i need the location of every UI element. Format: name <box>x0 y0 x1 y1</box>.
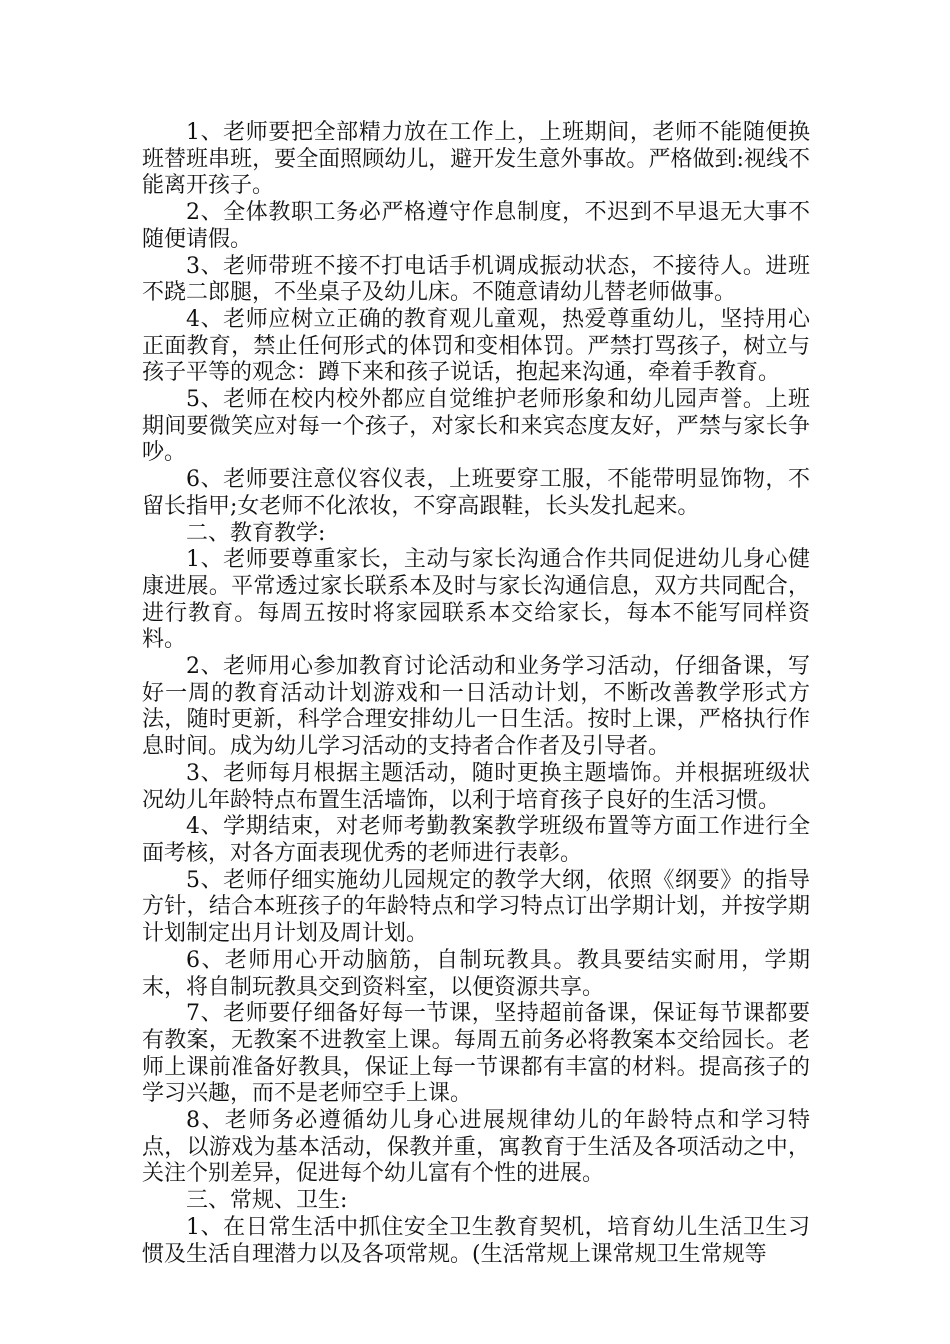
paragraph-teaching-2: 2、老师用心参加教育讨论活动和业务学习活动，仔细备课，写好一周的教育活动计划游戏和一日活动计划，不断改善教学形式方法，随时更新，科学合理安排幼儿一日生活。按时上课，严格执行作息时间。成为幼儿学习活动的支持者合作者及引导者。 <box>142 654 810 760</box>
paragraph-teacher-duty-4: 4、老师应树立正确的教育观儿童观，热爱尊重幼儿，坚持用心正面教育，禁止任何形式的体罚和变相体罚。严禁打骂孩子，树立与孩子平等的观念：蹲下来和孩子说话，抱起来沟通，牵着手教育。 <box>142 306 810 386</box>
paragraph-teaching-8: 8、老师务必遵循幼儿身心进展规律幼儿的年龄特点和学习特点，以游戏为基本活动，保教并重，寓教育于生活及各项活动之中，关注个别差异，促进每个幼儿富有个性的进展。 <box>142 1108 810 1187</box>
paragraph-teaching-4: 4、学期结束，对老师考勤教案教学班级布置等方面工作进行全面考核，对各方面表现优秀的老师进行表彰。 <box>142 814 810 866</box>
paragraph-teaching-1: 1、老师要尊重家长，主动与家长沟通合作共同促进幼儿身心健康进展。平常透过家长联系本及时与家长沟通信息，双方共同配合，进行教育。每周五按时将家园联系本交给家长，每本不能写同样资料。 <box>142 547 810 653</box>
section-heading-routine-hygiene: 三、常规、卫生: <box>186 1188 348 1214</box>
paragraph-teaching-6: 6、老师用心开动脑筋，自制玩教具。教具要结实耐用，学期末，将自制玩教具交到资料室，以便资源共享。 <box>142 947 810 1000</box>
paragraph-teaching-7: 7、老师要仔细备好每一节课，坚持超前备课，保证每节课都要有教案，无教案不进教室上课。每周五前务必将教案本交给园长。老师上课前准备好教具，保证上每一节课都有丰富的材料。提高孩子的学习兴趣，而不是老师空手上课。 <box>142 1001 810 1107</box>
section-heading-teaching: 二、教育教学: <box>186 520 326 546</box>
paragraph-teacher-duty-3: 3、老师带班不接不打电话手机调成振动状态，不接待人。进班不跷二郎腿，不坐桌子及幼儿床。不随意请幼儿替老师做事。 <box>142 253 810 306</box>
paragraph-routine-1: 1、在日常生活中抓住安全卫生教育契机，培育幼儿生活卫生习惯及生活自理潜力以及各项常规。(生活常规上课常规卫生常规等 <box>142 1214 810 1267</box>
paragraph-teacher-duty-1: 1、老师要把全部精力放在工作上，上班期间，老师不能随便换班替班串班，要全面照顾幼儿，避开发生意外事故。严格做到:视线不能离开孩子。 <box>142 120 810 199</box>
paragraph-teaching-5: 5、老师仔细实施幼儿园规定的教学大纲，依照《纲要》的指导方针，结合本班孩子的年龄特点和学习特点订出学期计划，并按学期计划制定出月计划及周计划。 <box>142 867 810 947</box>
paragraph-teaching-3: 3、老师每月根据主题活动，随时更换主题墙饰。并根据班级状况幼儿年龄特点布置生活墙饰，以利于培育孩子良好的生活习惯。 <box>142 760 810 813</box>
paragraph-teacher-duty-5: 5、老师在校内校外都应自觉维护老师形象和幼儿园声誉。上班期间要微笑应对每一个孩子，对家长和来宾态度友好，严禁与家长争吵。 <box>142 387 810 466</box>
document-page <box>142 120 810 1268</box>
paragraph-teacher-duty-2: 2、全体教职工务必严格遵守作息制度，不迟到不早退无大事不随便请假。 <box>142 200 810 252</box>
paragraph-teacher-duty-6: 6、老师要注意仪容仪表，上班要穿工服，不能带明显饰物，不留长指甲;女老师不化浓妆，不穿高跟鞋，长头发扎起来。 <box>142 467 810 519</box>
